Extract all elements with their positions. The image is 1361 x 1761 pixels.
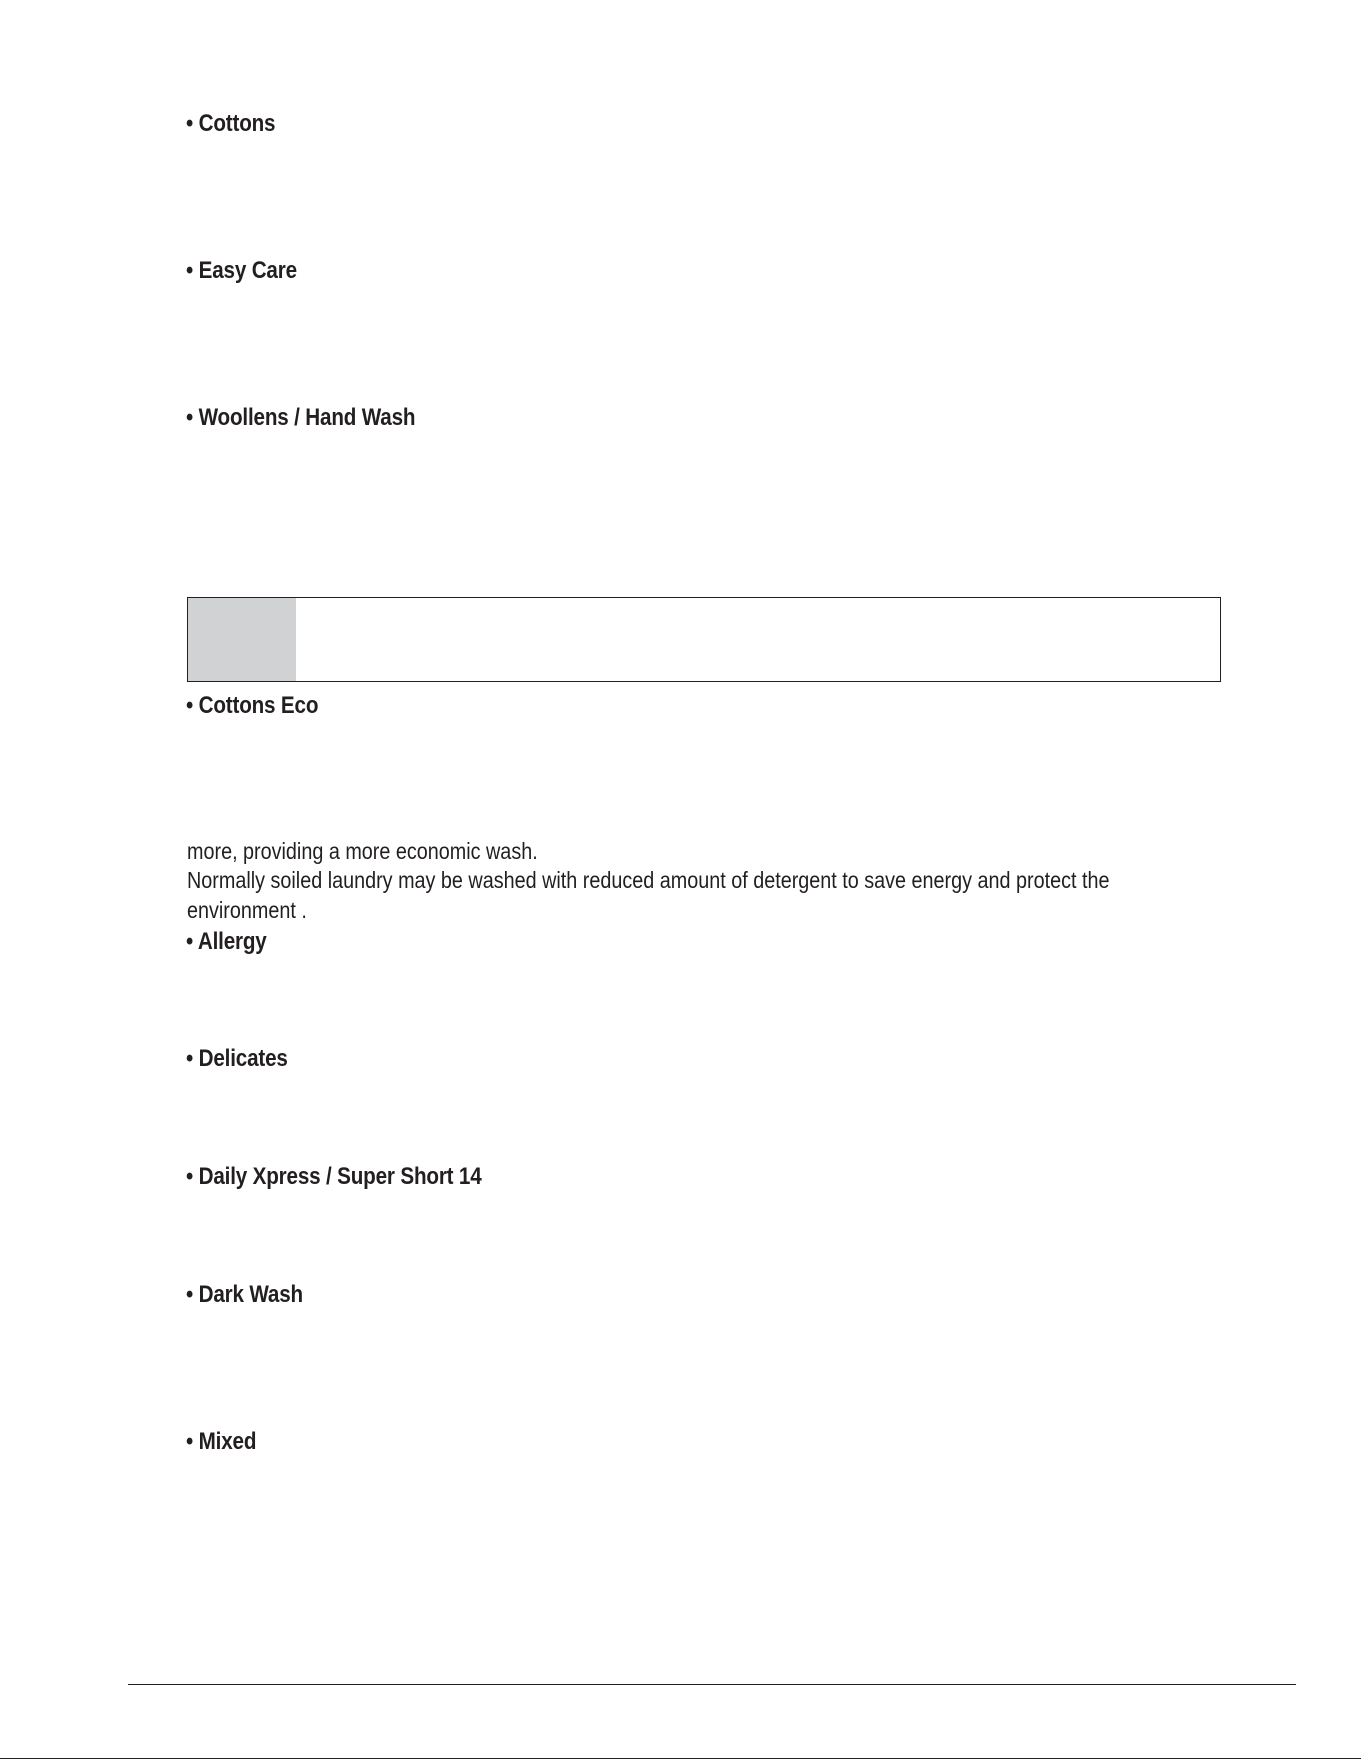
- note-box: [187, 597, 1221, 682]
- note-box-shaded-panel: [188, 598, 296, 681]
- heading-delicates: • Delicates: [186, 1045, 288, 1072]
- heading-cottons: • Cottons: [186, 110, 276, 137]
- heading-woollens-hand-wash: • Woollens / Hand Wash: [186, 404, 416, 431]
- heading-dark-wash: • Dark Wash: [186, 1281, 303, 1308]
- cottons-eco-text-line-3: environment .: [187, 897, 307, 923]
- footer-divider: [128, 1684, 1296, 1685]
- page-bottom-edge: [0, 1758, 1361, 1759]
- heading-allergy: • Allergy: [186, 928, 267, 955]
- heading-cottons-eco: • Cottons Eco: [186, 692, 319, 719]
- cottons-eco-text-line-1: more, providing a more economic wash.: [187, 838, 538, 864]
- heading-daily-xpress-super-short-14: • Daily Xpress / Super Short 14: [186, 1163, 482, 1190]
- heading-easy-care: • Easy Care: [186, 257, 297, 284]
- cottons-eco-text-line-2: Normally soiled laundry may be washed with reduced amount of detergent to save energy and protect the: [187, 867, 1110, 893]
- heading-mixed: • Mixed: [186, 1428, 257, 1455]
